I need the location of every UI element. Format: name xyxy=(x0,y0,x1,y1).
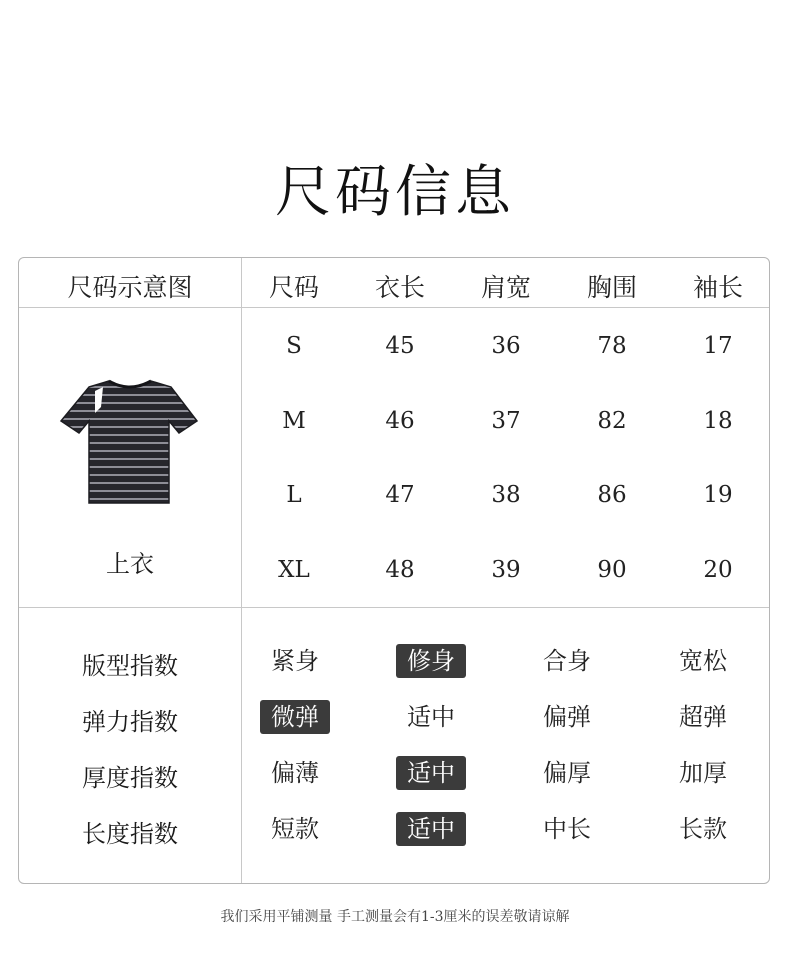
chest-cell: 86 xyxy=(597,482,627,508)
header-size-chart: 尺码示意图 xyxy=(67,273,193,302)
index-option: 偏薄 xyxy=(271,759,319,787)
index-option: 微弹 xyxy=(260,700,330,734)
length-cell: 46 xyxy=(385,408,415,434)
index-option: 偏厚 xyxy=(543,759,591,787)
index-option: 偏弹 xyxy=(543,703,591,731)
chest-cell: 78 xyxy=(597,333,627,359)
measurement-note: 我们采用平铺测量 手工测量会有1-3厘米的误差敬请谅解 xyxy=(220,909,570,925)
shoulder-cell: 36 xyxy=(491,333,521,359)
size-cell: S xyxy=(286,333,302,359)
section-divider xyxy=(19,607,769,608)
thickness-index-label: 厚度指数 xyxy=(82,764,178,792)
sleeve-cell: 20 xyxy=(703,557,733,583)
sleeve-cell: 17 xyxy=(703,333,733,359)
size-cell: XL xyxy=(278,557,310,583)
sleeve-cell: 18 xyxy=(703,408,733,434)
index-option: 适中 xyxy=(396,756,466,790)
fit-index-label: 版型指数 xyxy=(82,652,178,680)
index-option: 加厚 xyxy=(679,759,727,787)
index-option: 长款 xyxy=(679,815,727,843)
size-table xyxy=(18,257,770,884)
index-option: 紧身 xyxy=(271,647,319,675)
size-cell: M xyxy=(282,408,306,434)
index-option: 短款 xyxy=(271,815,319,843)
sleeve-cell: 19 xyxy=(703,482,733,508)
header-size: 尺码 xyxy=(268,273,319,302)
index-option: 中长 xyxy=(543,815,591,843)
image-label: 上衣 xyxy=(106,550,154,578)
header-length: 衣长 xyxy=(374,273,425,302)
shoulder-cell: 38 xyxy=(491,482,521,508)
length-cell: 45 xyxy=(385,333,415,359)
shoulder-cell: 37 xyxy=(491,408,521,434)
header-divider xyxy=(19,307,769,308)
index-option: 超弹 xyxy=(679,703,727,731)
elasticity-index-label: 弹力指数 xyxy=(82,708,178,736)
index-option: 修身 xyxy=(396,644,466,678)
page-title: 尺码信息 xyxy=(275,160,515,225)
index-option: 宽松 xyxy=(679,647,727,675)
index-option: 合身 xyxy=(543,647,591,675)
index-option: 适中 xyxy=(396,812,466,846)
size-cell: L xyxy=(286,482,302,508)
index-option: 适中 xyxy=(407,703,455,731)
length-cell: 47 xyxy=(385,482,415,508)
header-sleeve: 袖长 xyxy=(692,273,743,302)
shoulder-cell: 39 xyxy=(491,557,521,583)
striped-tshirt-image xyxy=(59,373,199,508)
length-index-label: 长度指数 xyxy=(82,820,178,848)
header-shoulder: 肩宽 xyxy=(480,273,531,302)
chest-cell: 82 xyxy=(597,408,627,434)
chest-cell: 90 xyxy=(597,557,627,583)
length-cell: 48 xyxy=(385,557,415,583)
header-chest: 胸围 xyxy=(586,273,637,302)
